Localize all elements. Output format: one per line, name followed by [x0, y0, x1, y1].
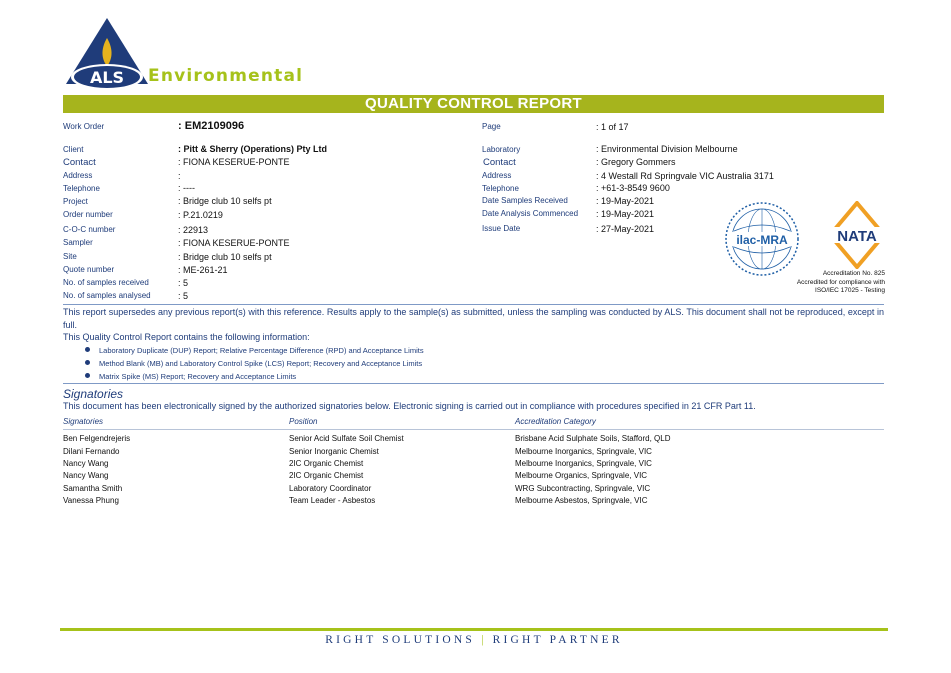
- field-label: Page: [482, 122, 501, 131]
- report-statement: This report supersedes any previous report(s) with this reference. Results apply to the sample(s) as submitted, unless the sampling was conducted by ALS. This document shall not be reproduced, except in full.: [63, 307, 884, 330]
- date-commenced-value: : 19-May-2021: [596, 209, 655, 219]
- bullet-icon: [85, 360, 90, 365]
- divider: [63, 383, 884, 384]
- lab-contact-value: : Gregory Gommers: [596, 157, 676, 167]
- footer-tagline: [60, 634, 888, 646]
- accreditation-compliance: Accredited for compliance with: [796, 279, 885, 286]
- lab-address-value: : 4 Westall Rd Springvale VIC Australia 3171: [596, 171, 774, 181]
- project-value: : Bridge club 10 selfs pt: [178, 196, 272, 206]
- work-order-value: : EM2109096: [178, 120, 245, 132]
- nata-logo: [826, 201, 888, 269]
- bullet-icon: [85, 373, 90, 378]
- page-value: : 1 of 17: [596, 122, 629, 132]
- samples-received-value: : 5: [178, 278, 189, 288]
- footer-rule: [60, 628, 888, 631]
- contents-item: Laboratory Duplicate (DUP) Report; Relative Percentage Difference (RPD) and Acceptance Limits: [99, 346, 424, 355]
- footer-right: RIGHT PARTNER: [492, 634, 623, 646]
- signatory-name: Dilani Fernando: [63, 447, 120, 456]
- footer-left: RIGHT SOLUTIONS: [325, 634, 475, 646]
- signatories-title: Signatories: [63, 387, 124, 401]
- column-header-accreditation: Accreditation Category: [515, 417, 596, 426]
- signatory-position: 2IC Organic Chemist: [289, 459, 364, 468]
- column-header-signatories: Signatories: [63, 417, 104, 426]
- signatories-description: This document has been electronically signed by the authorized signatories below. Electronic signing is carried out in compliance with procedures specified in 21 CFR Part 11.: [63, 401, 756, 411]
- table-header-rule: [63, 429, 884, 430]
- signatory-name: Samantha Smith: [63, 484, 123, 493]
- signatory-position: Laboratory Coordinator: [289, 484, 372, 493]
- signatory-position: Senior Acid Sulfate Soil Chemist: [289, 434, 404, 443]
- signatory-category: WRG Subcontracting, Springvale, VIC: [515, 484, 651, 493]
- signatory-name: Vanessa Phung: [63, 496, 119, 505]
- field-label: Project: [63, 197, 88, 206]
- signatory-category: Melbourne Organics, Springvale, VIC: [515, 471, 648, 480]
- client-value: : Pitt & Sherry (Operations) Pty Ltd: [178, 144, 328, 154]
- signatory-position: Senior Inorganic Chemist: [289, 447, 379, 456]
- accreditation-standard: ISO/IEC 17025 - Testing: [815, 287, 885, 294]
- signatory-name: Nancy Wang: [63, 471, 109, 480]
- field-label: Telephone: [482, 184, 519, 193]
- quote-number-value: : ME-261-21: [178, 265, 228, 275]
- ilac-mra-logo: [724, 201, 800, 277]
- field-label: Contact: [483, 157, 516, 168]
- field-label: Laboratory: [482, 145, 521, 154]
- signatory-position: Team Leader - Asbestos: [289, 496, 376, 505]
- als-logo: [62, 16, 152, 92]
- contents-item: Method Blank (MB) and Laboratory Control Spike (LCS) Report; Recovery and Acceptance Limits: [99, 359, 423, 368]
- field-label: No. of samples analysed: [63, 291, 151, 300]
- date-received-value: : 19-May-2021: [596, 196, 655, 206]
- report-title: QUALITY CONTROL REPORT: [63, 95, 884, 113]
- issue-date-value: : 27-May-2021: [596, 224, 655, 234]
- nata-text: NATA: [837, 228, 877, 245]
- field-label: Address: [63, 171, 93, 180]
- column-header-position: Position: [289, 417, 318, 426]
- field-label: Work Order: [63, 122, 105, 131]
- field-label: Address: [482, 171, 512, 180]
- contents-intro: This Quality Control Report contains the following information:: [63, 332, 310, 342]
- field-label: Issue Date: [482, 224, 521, 233]
- signatory-position: 2IC Organic Chemist: [289, 471, 364, 480]
- footer-separator: |: [481, 634, 487, 646]
- signatory-name: Nancy Wang: [63, 459, 109, 468]
- laboratory-value: : Environmental Division Melbourne: [596, 144, 738, 154]
- field-label: Site: [63, 252, 77, 261]
- field-label: Contact: [63, 157, 96, 168]
- field-label: Date Samples Received: [482, 196, 568, 205]
- field-label: C-O-C number: [63, 225, 116, 234]
- order-number-value: : P.21.0219: [178, 210, 223, 220]
- signatory-category: Melbourne Inorganics, Springvale, VIC: [515, 459, 652, 468]
- field-label: Quote number: [63, 265, 115, 274]
- lab-telephone-value: : +61-3-8549 9600: [596, 183, 670, 193]
- contents-item: Matrix Spike (MS) Report; Recovery and Acceptance Limits: [99, 372, 297, 381]
- field-label: Sampler: [63, 238, 93, 247]
- logo-text: ALS: [89, 68, 125, 87]
- signatory-name: Ben Felgendrejeris: [63, 434, 131, 443]
- sampler-value: : FIONA KESERUE-PONTE: [178, 238, 290, 248]
- contact-value: : FIONA KESERUE-PONTE: [178, 157, 290, 167]
- field-label: Order number: [63, 210, 113, 219]
- ilac-text: ilac-MRA: [736, 233, 788, 247]
- accreditation-number: Accreditation No. 825: [822, 270, 885, 277]
- bullet-icon: [85, 347, 90, 352]
- signatory-category: Brisbane Acid Sulphate Soils, Stafford, QLD: [515, 434, 671, 443]
- signatory-category: Melbourne Inorganics, Springvale, VIC: [515, 447, 652, 456]
- address-value: :: [178, 171, 181, 181]
- field-label: Date Analysis Commenced: [482, 209, 579, 218]
- site-value: : Bridge club 10 selfs pt: [178, 252, 272, 262]
- signatory-category: Melbourne Asbestos, Springvale, VIC: [515, 496, 648, 505]
- field-label: Client: [63, 145, 84, 154]
- telephone-value: : ----: [178, 183, 196, 193]
- field-label: Telephone: [63, 184, 100, 193]
- samples-analysed-value: : 5: [178, 291, 189, 301]
- coc-number-value: : 22913: [178, 225, 209, 235]
- divider: [63, 304, 884, 305]
- field-label: No. of samples received: [63, 278, 149, 287]
- brand-name: Environmental: [148, 66, 304, 86]
